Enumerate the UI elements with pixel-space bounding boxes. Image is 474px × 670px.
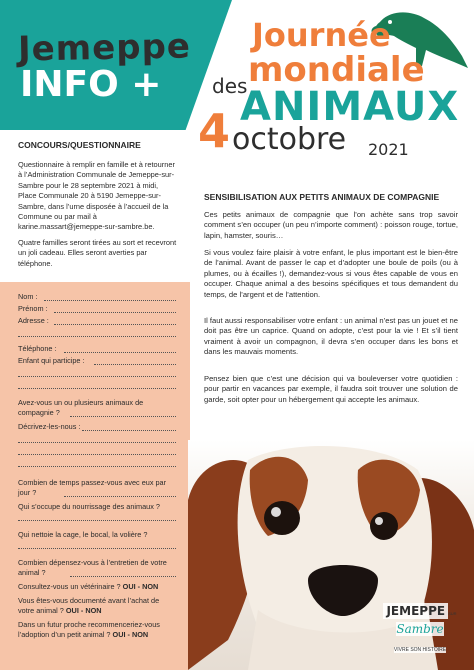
question-temps: Combien de temps passez-vous avec eux par jour ? [18, 478, 167, 497]
question-depenses: Combien dépensez-vous à l’entretien de votre animal ? [18, 558, 167, 577]
field-prenom-line[interactable] [54, 312, 176, 313]
answer-depenses-line[interactable] [70, 576, 176, 577]
field-telephone-label: Téléphone : [18, 344, 57, 353]
field-adresse-label: Adresse : [18, 316, 49, 325]
field-adresse-line-2[interactable] [18, 336, 176, 337]
title-journee: Journée [252, 16, 391, 54]
awareness-para-1: Ces petits animaux de compagnie que l’on achète sans trop savoir comment s’en occuper (un peu n’importe comment) : poisson rouge, tortue, lapin, hamster, souris… [204, 210, 458, 240]
answer-decrivez-line-1[interactable] [82, 430, 176, 431]
date-day: 4 [198, 104, 231, 158]
logo-sur-text: SUR [448, 611, 457, 616]
question-documente [18, 596, 176, 616]
logo-jemeppe-text: JEMEPPE [383, 603, 448, 619]
field-enfant-line-3[interactable] [18, 388, 176, 389]
question-veterinaire-text: Consultez-vous un vétérinaire ? [18, 582, 121, 591]
question-adoption-text: Dans un futur proche recommenceriez-vous l’adoption d’un petit animal ? [18, 620, 160, 639]
answer-decrivez-line-2[interactable] [18, 442, 176, 443]
awareness-heading: SENSIBILISATION AUX PETITS ANIMAUX DE COMPAGNIE [204, 192, 440, 202]
contest-prize-info: Quatre familles seront tirées au sort et recevront un joli cadeau. Elles seront averties par téléphone. [18, 238, 177, 268]
contest-heading: CONCOURS/QUESTIONNAIRE [18, 140, 141, 150]
question-nettoyage: Qui nettoie la cage, le bocal, la volière ? [18, 530, 148, 539]
title-animaux: ANIMAUX [240, 84, 460, 130]
title-des: des [212, 74, 248, 98]
question-decrivez: Décrivez-les-nous : [18, 422, 81, 431]
date-year: 2021 [368, 140, 409, 159]
logo-sambre-text: Sambre [396, 622, 444, 636]
field-enfant-line-1[interactable] [94, 364, 176, 365]
field-nom-line[interactable] [44, 300, 176, 301]
answer-veterinaire-options[interactable]: OUI - NON [122, 582, 159, 591]
question-adoption [18, 620, 176, 640]
date-month: octobre [232, 122, 347, 157]
awareness-para-4: Pensez bien que c’est une décision qui va bouleverser votre quotidien : pour partir en vacances par exemple, il faudra soit trouver une solution de garde, soit opter pour un hébergement qui accepte les animaux. [204, 374, 458, 404]
field-enfant-line-2[interactable] [18, 376, 176, 377]
field-prenom-label: Prénom : [18, 304, 48, 313]
brand-info-plus: INFO + [20, 64, 162, 105]
field-telephone-line[interactable] [64, 352, 176, 353]
answer-decrivez-line-4[interactable] [18, 466, 176, 467]
answer-nettoyage-line[interactable] [18, 548, 176, 549]
question-animaux: Avez-vous un ou plusieurs animaux de compagnie ? [18, 398, 144, 417]
brand-jemeppe: Jemeppe [17, 26, 192, 70]
title-mondiale: mondiale [248, 50, 425, 90]
answer-nourrissage-line[interactable] [18, 520, 176, 521]
field-adresse-line-1[interactable] [54, 324, 176, 325]
answer-temps-line[interactable] [64, 496, 176, 497]
question-nourrissage: Qui s’occupe du nourrissage des animaux ? [18, 502, 160, 511]
awareness-para-2: Si vous voulez faire plaisir à votre enfant, le plus important est le bien-être de l’animal. Avant de passer le cap et d’adopter une boule de poils (ou à plumes, ou à écailles !), demandez-vous si vous êtes capable de vous en occuper. Chaque animal a des besoins spécifiques et tous demandent du temps, de l’argent et de l’attention. [204, 248, 458, 299]
field-nom-label: Nom : [18, 292, 38, 301]
jemeppe-logo [380, 602, 460, 656]
awareness-para-3: Il faut aussi responsabiliser votre enfant : un animal n’est pas un jouet et ne doit pas être un caprice. Quand on adopte, c’est pour la vie ! Et s’il tient vraiment à avoir un compagnon, il devra s’en occuper dans les bons et dans les mauvais moments. [204, 316, 458, 357]
contest-instructions: Questionnaire à remplir en famille et à retourner à l’Administration Communale de Jemeppe-sur-Sambre pour le 28 septembre 2021 à midi, Place Communale 20 à 5190 Jemeppe-sur-Sambre, dans l’urne disposée à l’accueil de la Commune ou par mail à karine.massart@jemeppe-sur-sambre.be. [18, 160, 175, 232]
answer-adoption-options[interactable]: OUI - NON [112, 630, 149, 639]
answer-documente-options[interactable]: OUI - NON [65, 606, 102, 615]
answer-animaux-line[interactable] [70, 416, 176, 417]
field-enfant-label: Enfant qui participe : [18, 356, 85, 365]
logo-tagline: VIVRE SON HISTOIRE [393, 647, 447, 653]
answer-decrivez-line-3[interactable] [18, 454, 176, 455]
question-documente-text: Vous êtes-vous documenté avant l’achat de votre animal ? [18, 596, 160, 615]
question-veterinaire [18, 582, 176, 592]
